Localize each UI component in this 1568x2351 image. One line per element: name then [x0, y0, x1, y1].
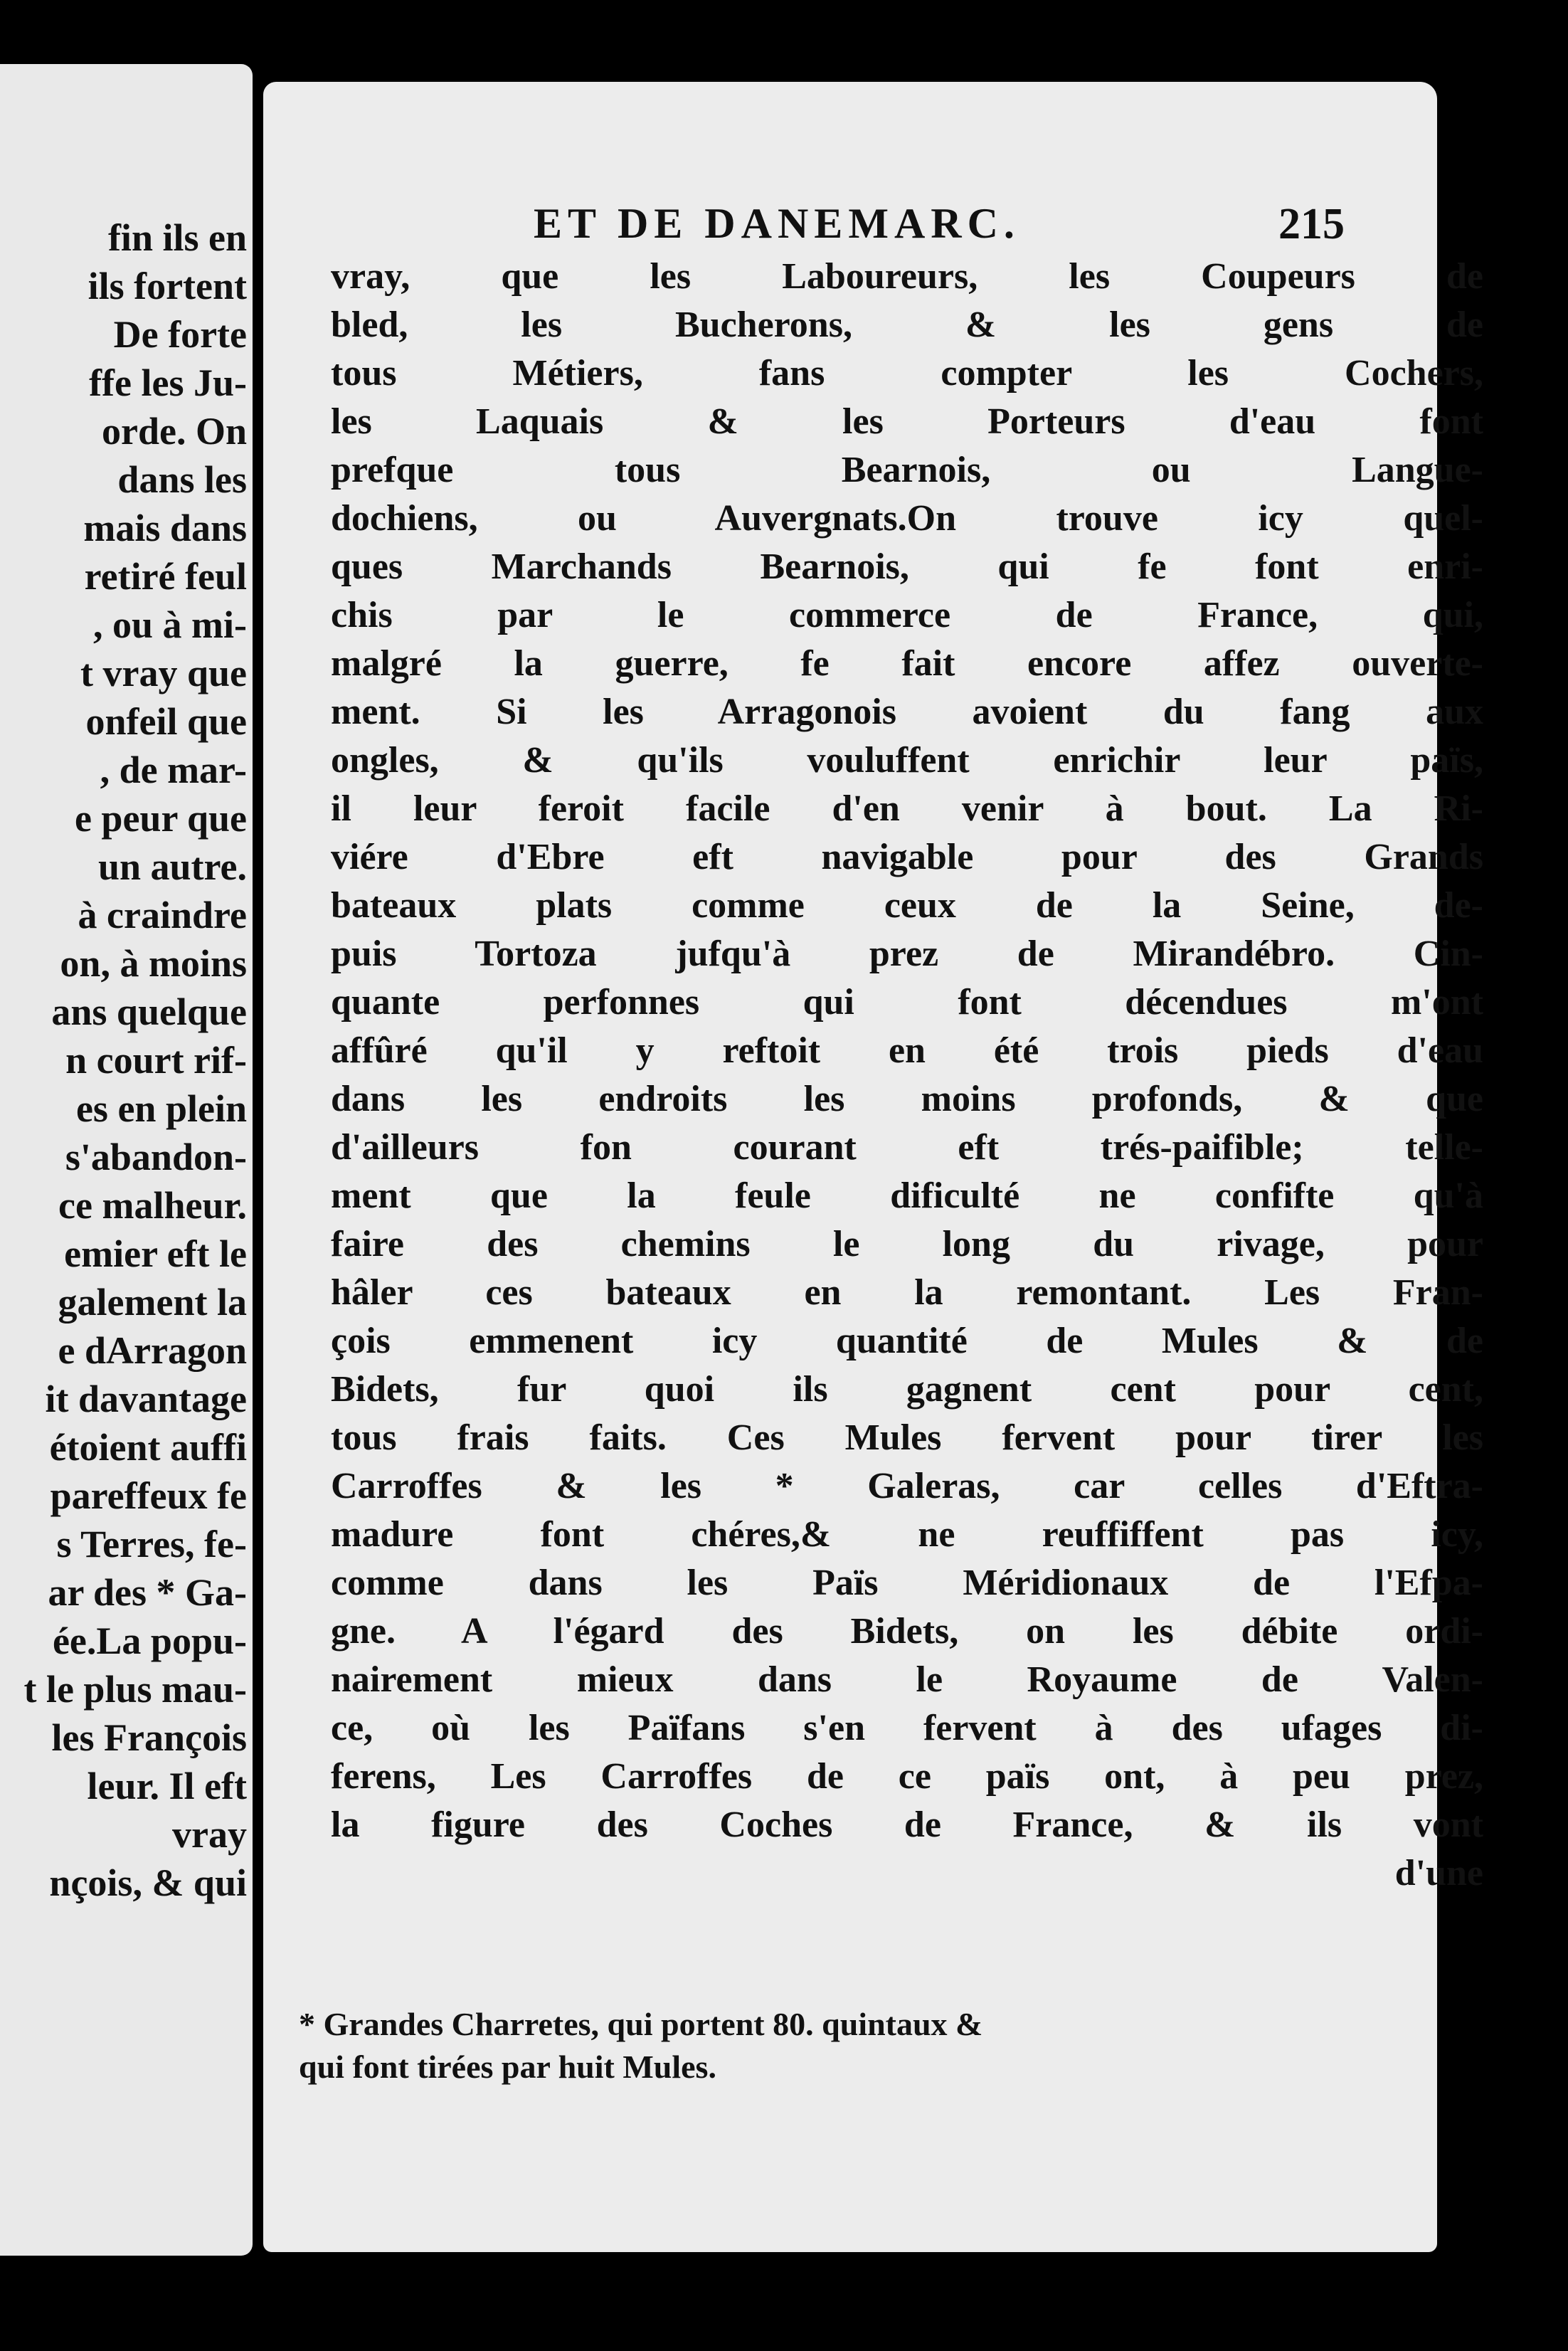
- text-line: ongles, & qu'ils vouluffent enrichir leur païs,: [331, 740, 1483, 781]
- text-line: e dArragon: [58, 1329, 247, 1372]
- text-line: nairement mieux dans le Royaume de Valen-: [331, 1659, 1483, 1700]
- text-line: t le plus mau-: [23, 1668, 247, 1711]
- text-line: fin ils en: [107, 216, 247, 259]
- footnote-line: qui font tirées par huit Mules.: [299, 2049, 716, 2085]
- text-line: gne. A l'égard des Bidets, on les débite ordi-: [331, 1611, 1483, 1652]
- body-text: [331, 253, 1483, 1898]
- text-line: onfeil que: [85, 700, 247, 743]
- text-line: ferens, Les Carroffes de ce païs ont, à peu prez,: [331, 1756, 1483, 1797]
- text-line: bateaux plats comme ceux de la Seine, de-: [331, 885, 1483, 926]
- text-line: t vray que: [80, 652, 247, 694]
- text-line: ce malheur.: [58, 1184, 247, 1227]
- footnote: [299, 2003, 1487, 2088]
- text-line: tous Métiers, fans compter les Cochers,: [331, 353, 1483, 393]
- text-line: orde. On: [101, 410, 247, 453]
- text-line: d'ailleurs fon courant eft trés-paifible; telle-: [331, 1127, 1483, 1168]
- text-line: tous frais faits. Ces Mules fervent pour tirer les: [331, 1417, 1483, 1458]
- text-line: dans les: [117, 458, 247, 501]
- text-line: quante perfonnes qui font décendues m'ont: [331, 982, 1483, 1023]
- text-line: les Laquais & les Porteurs d'eau font: [331, 401, 1483, 442]
- text-line: nçois, & qui: [49, 1861, 247, 1904]
- text-line: ce, où les Païfans s'en fervent à des ufages di-: [331, 1708, 1483, 1748]
- text-line: ils fortent: [88, 265, 247, 307]
- text-line: , de mar-: [100, 749, 247, 791]
- text-line: Bidets, fur quoi ils gagnent cent pour cent,: [331, 1369, 1483, 1410]
- text-line: madure font chéres,& ne reuffiffent pas icy,: [331, 1514, 1483, 1555]
- text-line: vray: [172, 1813, 247, 1856]
- text-line: ée.La popu-: [52, 1620, 247, 1662]
- text-line: retiré feul: [84, 555, 247, 598]
- text-line: pareffeux fe: [50, 1474, 247, 1517]
- text-line: De forte: [113, 313, 247, 356]
- text-line: viére d'Ebre eft navigable pour des Grands: [331, 837, 1483, 877]
- previous-page-text: [23, 213, 247, 1907]
- text-line: galement la: [58, 1281, 247, 1324]
- text-line: emier eft le: [64, 1232, 247, 1275]
- text-line: mais dans: [83, 507, 247, 549]
- footnote-line: * Grandes Charretes, qui portent 80. quintaux &: [299, 2006, 983, 2042]
- text-line: à craindre: [78, 894, 247, 936]
- text-line: dochiens, ou Auvergnats.On trouve icy quel-: [331, 498, 1483, 539]
- text-line: leur. Il eft: [87, 1765, 247, 1807]
- text-line: hâler ces bateaux en la remontant. Les Fran-: [331, 1272, 1483, 1313]
- text-line: ques Marchands Bearnois, qui fe font enri-: [331, 546, 1483, 587]
- current-page: [263, 82, 1483, 2252]
- text-line: faire des chemins le long du rivage, pour: [331, 1224, 1483, 1264]
- page-number: 215: [1278, 200, 1345, 248]
- text-line: ans quelque: [51, 990, 247, 1033]
- text-line: it davantage: [45, 1378, 247, 1420]
- text-line: ffe les Ju-: [89, 361, 247, 404]
- text-line: ment. Si les Arragonois avoient du fang aux: [331, 692, 1483, 732]
- text-line: e peur que: [74, 797, 247, 840]
- text-line: un autre.: [97, 845, 247, 888]
- text-line: puis Tortoza jufqu'à prez de Mirandébro. Cin-: [331, 934, 1483, 974]
- text-line: on, à moins: [60, 942, 247, 985]
- text-line: s'abandon-: [65, 1136, 247, 1178]
- text-line: ar des * Ga-: [48, 1571, 247, 1614]
- text-line: n court rif-: [65, 1039, 247, 1082]
- previous-page-fragment: [0, 64, 253, 2256]
- text-line: s Terres, fe-: [56, 1523, 247, 1565]
- text-line: , ou à mi-: [93, 603, 247, 646]
- text-line: il leur feroit facile d'en venir à bout. La Ri-: [331, 788, 1483, 829]
- text-line: prefque tous Bearnois, ou Langue-: [331, 450, 1483, 490]
- running-head: [263, 199, 1437, 256]
- text-line: bled, les Bucherons, & les gens de: [331, 305, 1483, 345]
- text-line: les François: [51, 1716, 247, 1759]
- text-line: Carroffes & les * Galeras, car celles d'Eftra-: [331, 1466, 1483, 1506]
- text-line: dans les endroits les moins profonds, & que: [331, 1079, 1483, 1119]
- text-line: vray, que les Laboureurs, les Coupeurs de: [331, 256, 1483, 297]
- text-line: comme dans les Païs Méridionaux de l'Efpa-: [331, 1563, 1483, 1603]
- text-line: la figure des Coches de France, & ils vont: [331, 1805, 1483, 1845]
- text-line: es en plein: [75, 1087, 247, 1130]
- text-line: étoient auffi: [49, 1426, 247, 1469]
- catchword: d'une: [1394, 1853, 1483, 1893]
- text-line: ment que la feule dificulté ne confifte qu'à: [331, 1176, 1483, 1216]
- text-line: affûré qu'il y reftoit en été trois pieds d'eau: [331, 1030, 1483, 1071]
- text-line: chis par le commerce de France, qui,: [331, 595, 1483, 635]
- running-head-title: ET DE DANEMARC.: [534, 200, 1020, 247]
- text-line: malgré la guerre, fe fait encore affez ouverte-: [331, 643, 1483, 684]
- text-line: çois emmenent icy quantité de Mules & de: [331, 1321, 1483, 1361]
